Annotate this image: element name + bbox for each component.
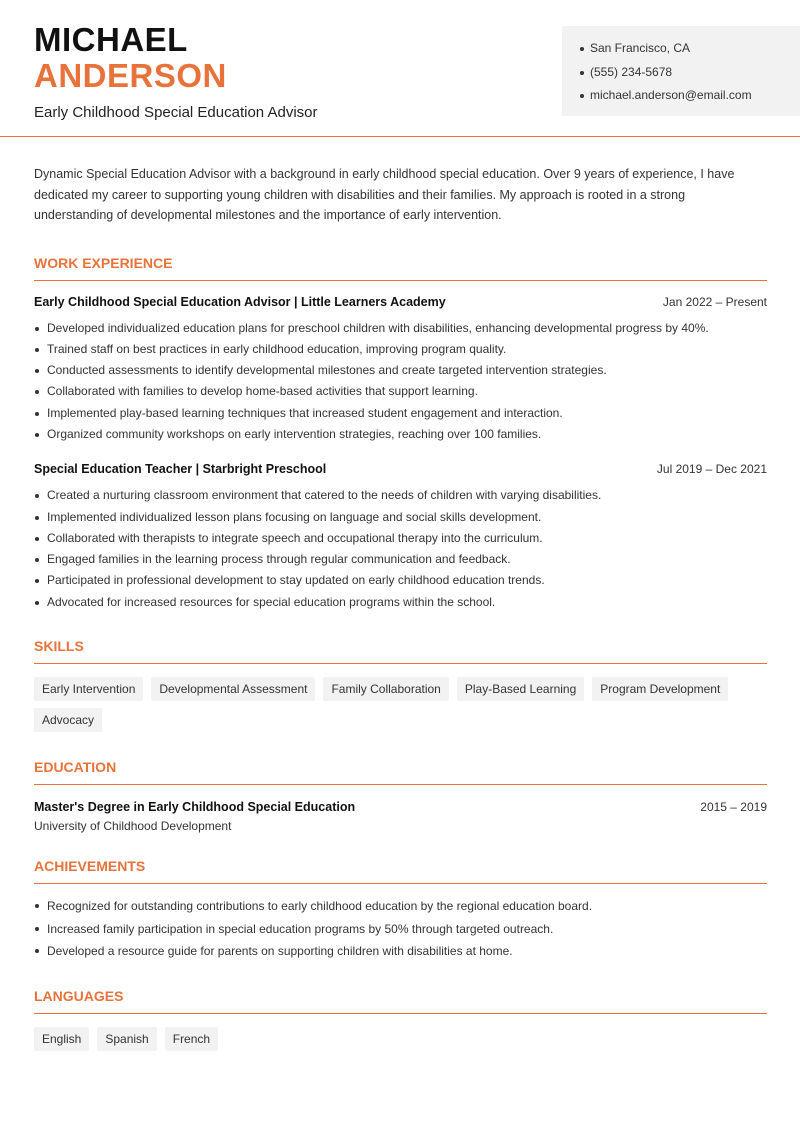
job-header [34,295,767,309]
contact-email: michael.anderson@email.com [580,84,800,108]
job-role: Early Childhood Special Education Advisor | Little Learners Academy [34,294,446,309]
job-bullet: Conducted assessments to identify developmental milestones and create targeted intervention strategies. [34,360,767,381]
section-title-achievements: ACHIEVEMENTS [34,858,767,884]
education-dates: 2015 – 2019 [700,800,767,815]
job-bullet: Trained staff on best practices in early childhood education, improving program quality. [34,339,767,360]
job-bullet: Implemented play-based learning techniques that increased student engagement and interaction. [34,403,767,424]
resume-body [34,164,767,1051]
job-bullets [34,485,767,613]
achievement-item: Increased family participation in special education programs by 50% through targeted outreach. [34,918,767,941]
job-bullets [34,318,767,446]
job-bullet: Participated in professional development to stay updated on early childhood education trends. [34,570,767,591]
section-title-languages: LANGUAGES [34,988,767,1014]
skills-tags [34,677,767,732]
contact-phone: (555) 234-5678 [580,61,800,85]
language-tags [34,1027,767,1051]
skill-tag: Advocacy [34,708,102,732]
achievement-list [34,895,767,963]
contact-box [562,26,800,116]
job-entry [34,295,767,446]
section-title-skills: SKILLS [34,638,767,664]
language-tag: Spanish [97,1027,156,1051]
last-name: ANDERSON [34,57,227,94]
skill-tag: Early Intervention [34,677,143,701]
headline-title: Early Childhood Special Education Advisor [34,104,318,121]
section-title-education: EDUCATION [34,759,767,785]
job-bullet: Collaborated with families to develop home-based activities that support learning. [34,381,767,402]
skill-tag: Developmental Assessment [151,677,315,701]
language-tag: French [165,1027,218,1051]
education-header [34,800,767,814]
job-role: Special Education Teacher | Starbright Preschool [34,462,327,477]
job-header [34,462,767,476]
job-bullet: Collaborated with therapists to integrate speech and occupational therapy into the curriculum. [34,528,767,549]
contact-list [562,26,800,108]
first-name: MICHAEL [34,21,188,58]
resume-header [0,0,800,137]
contact-location: San Francisco, CA [580,37,800,61]
job-entry [34,462,767,613]
job-dates: Jan 2022 – Present [662,294,767,309]
achievements-section [34,858,767,963]
name-block [34,22,318,121]
education-school: University of Childhood Development [34,819,232,834]
summary-paragraph: Dynamic Special Education Advisor with a background in early childhood special education. Over 9 years of experience, I have dedicated my career to supporting young children with disabilities and their families. My approach is rooted in a strong understanding of developmental milestones and the importance of early intervention. [34,167,735,222]
education-section [34,759,767,833]
job-dates: Jul 2019 – Dec 2021 [656,462,767,477]
languages-section [34,988,767,1051]
achievement-item: Developed a resource guide for parents on supporting children with disabilities at home. [34,940,767,963]
education-degree: Master's Degree in Early Childhood Special Education [34,800,356,815]
skills-section [34,638,767,732]
work-section [34,255,767,614]
job-bullet: Advocated for increased resources for special education programs within the school. [34,592,767,613]
skill-tag: Family Collaboration [323,677,448,701]
job-bullet: Organized community workshops on early intervention strategies, reaching over 100 families. [34,424,767,445]
job-bullet: Created a nurturing classroom environment that catered to the needs of children with varying disabilities. [34,485,767,506]
achievement-item: Recognized for outstanding contributions to early childhood education by the regional education board. [34,895,767,918]
skill-tag: Play-Based Learning [457,677,584,701]
skill-tag: Program Development [592,677,728,701]
job-bullet: Developed individualized education plans for preschool children with disabilities, enhancing developmental progress by 40%. [34,318,767,339]
job-bullet: Implemented individualized lesson plans focusing on language and social skills development. [34,507,767,528]
section-title-work: WORK EXPERIENCE [34,255,767,281]
job-bullet: Engaged families in the learning process through regular communication and feedback. [34,549,767,570]
language-tag: English [34,1027,89,1051]
